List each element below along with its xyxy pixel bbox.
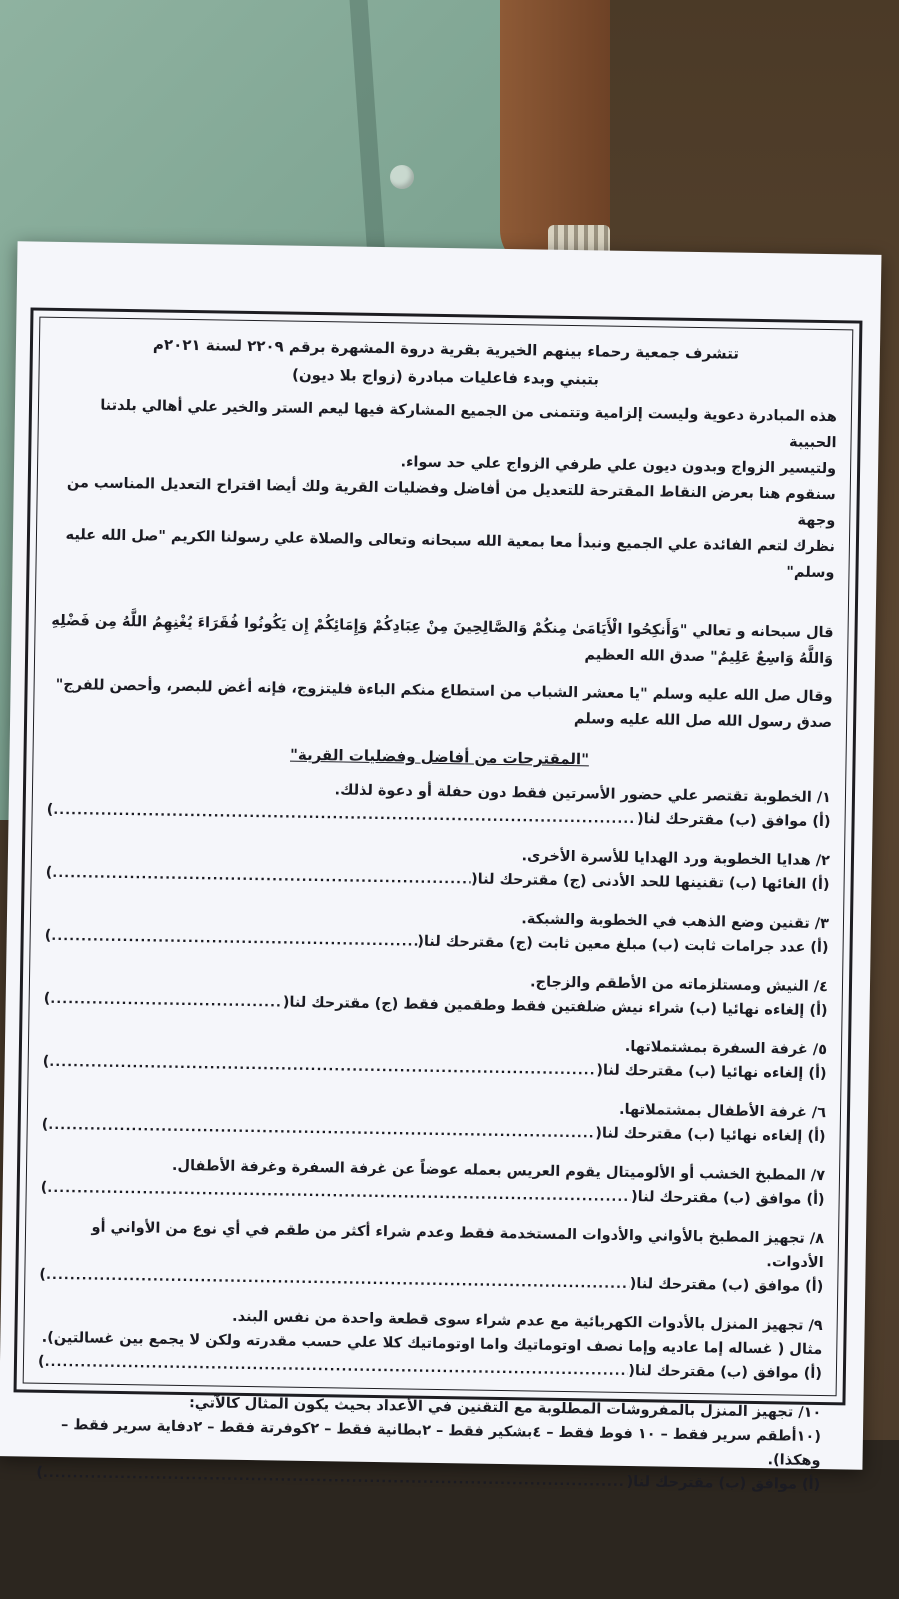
proposal-question: ٣/ تقنين وضع الذهب في الخطوبة والشبكة. xyxy=(521,911,830,933)
proposal-item xyxy=(41,1152,826,1213)
close-paren: ) xyxy=(42,1053,50,1070)
intro-line: هذه المبادرة دعوية وليست إلزامية وتتمنى من الجميع المشاركة فيها ليعم الستر والخير علي أهالي بلدتنا الحبيبة xyxy=(100,397,838,452)
fill-in-blank[interactable] xyxy=(51,925,417,955)
proposal-question: ٩/ تجهيز المنزل بالأدوات الكهربائية مع عدم شراء سوى قطعة واحدة من نفس البند. xyxy=(231,1308,823,1335)
options-text: (أ) موافق (ب) مقترحك لنا( xyxy=(628,1363,823,1383)
close-paren: ) xyxy=(37,1353,45,1370)
options-text: (أ) موافق (ب) مقترحك لنا( xyxy=(630,1189,825,1209)
fill-in-blank[interactable] xyxy=(52,862,471,893)
section-heading: "المقترحات من أفاضل وفضليات القرية" xyxy=(289,745,590,769)
options-text: (أ) إلغاءه نهائيا (ب) مقترحك لنا( xyxy=(596,1062,827,1083)
proposal-item xyxy=(46,774,831,835)
options-text: (أ) إلغاءه نهائيا (ب) شراء نيش ضلفتين فقط وطقمين فقط (ج) مقترحك لنا( xyxy=(282,994,828,1020)
options-text: (أ) موافق (ب) مقترحك لنا( xyxy=(626,1474,821,1494)
hadith-line: وقال صل الله عليه وسلم "يا معشر الشباب من استطاع منكم الباءة فليتزوج، فإنه أغض للبصر، وأحصن للفرج" xyxy=(55,676,833,706)
proposal-question: ١٠/ تجهيز المنزل بالمفروشات المطلوبة مع التقنين في الأعداد بحيث يكون المثال كالآتي: xyxy=(188,1395,822,1422)
intro-line: ولتيسير الزواج وبدون ديون علي طرفي الزواج علي حد سواء. xyxy=(400,454,837,478)
quran-verse-line: وَاللَّهُ وَاسِعٌ عَلِيمٌ" صدق الله العظيم xyxy=(584,647,834,668)
proposal-item xyxy=(43,1026,828,1087)
example-text: مثال ( غساله إما عاديه وإما نصف اوتوماتيك واما اوتوماتيك كلا علي حسب مقدرته ولكن لا يجمع بين غسالتين). xyxy=(41,1329,823,1359)
hadith-line: صدق رسول الله صل الله عليه وسلم xyxy=(573,711,833,732)
proposal-item xyxy=(39,1215,824,1300)
proposal-item xyxy=(42,1089,827,1150)
document-content xyxy=(36,328,838,1494)
document-inner-frame xyxy=(23,317,854,1494)
options-text: (أ) عدد جرامات ثابت (ب) مبلغ معين ثابت (ج) مقترحك لنا( xyxy=(417,933,829,957)
proposal-question: ١/ الخطوبة تقتصر علي حضور الأسرتين فقط دون حفلة أو دعوة لذلك. xyxy=(334,782,832,807)
options-text: (أ) موافق (ب) مقترحك لنا( xyxy=(636,811,831,831)
fill-in-blank[interactable] xyxy=(50,988,283,1016)
close-paren: ) xyxy=(39,1266,47,1283)
close-paren: ) xyxy=(36,1464,44,1481)
proposal-question: ٥/ غرفة السفرة بمشتملاتها. xyxy=(624,1038,828,1059)
proposal-item xyxy=(45,837,830,898)
close-paren: ) xyxy=(40,1179,48,1196)
proposal-question: ٤/ النيش ومستلزماته من الأطقم والزجاج. xyxy=(529,974,829,996)
close-paren: ) xyxy=(46,801,54,818)
options-text: (أ) موافق (ب) مقترحك لنا( xyxy=(629,1276,824,1296)
proposal-question: ٢/ هدايا الخطوبة ورد الهدايا للأسرة الأخرى. xyxy=(521,848,831,870)
options-text: (أ) الغائها (ب) تقنينها للحد الأدنى (ج) مقترحك لنا( xyxy=(470,871,830,894)
close-paren: ) xyxy=(44,927,52,944)
proposal-item xyxy=(38,1302,823,1387)
close-paren: ) xyxy=(41,1116,49,1133)
document-frame xyxy=(14,308,863,1494)
quran-verse-line: قال سبحانه و تعالي "وَأَنكِحُوا الْأَيَامَىٰ مِنكُمْ وَالصَّالِحِينَ مِنْ عِبَادِكُمْ وَإِمَائِكُمْ إِن يَكُونُوا فُقَرَاءَ يُغْنِهِمُ اللَّهُ مِن فَضْلِهِ xyxy=(51,612,834,642)
proposal-question: ٧/ المطبخ الخشب أو الألوميتال يقوم العريس بعمله عوضاً عن غرفة السفرة وغرفة الأطفال. xyxy=(171,1157,826,1185)
proposal-item xyxy=(36,1389,821,1498)
close-paren: ) xyxy=(45,864,53,881)
proposal-item xyxy=(44,900,829,961)
example-text: (١٠أطقم سرير فقط – ١٠ فوط فقط – ٤بشكير فقط – ٢بطانية فقط – ٢كوفرتة فقط – ٢دفاية سرير فقط – وهكذا). xyxy=(60,1417,822,1470)
proposal-question: ٦/ غرفة الأطفال بمشتملاتها. xyxy=(618,1101,827,1122)
proposal-item xyxy=(43,963,828,1024)
close-paren: ) xyxy=(43,990,51,1007)
options-text: (أ) إلغاءه نهائيا (ب) مقترحك لنا( xyxy=(595,1125,826,1146)
proposal-question: ٨/ تجهيز المطبخ بالأواني والأدوات المستخدمة فقط وعدم شراء أكثر من طقم في أي نوع من الأواني أو الأدوات. xyxy=(91,1219,825,1272)
shirt-button xyxy=(390,165,414,189)
intro-line: نظرك لتعم الفائدة علي الجميع ونبدأ معا بمعية الله سبحانه وتعالى والصلاة علي رسولنا الكريم "صل الله عليه وسلم" xyxy=(65,527,836,582)
paper-sheet xyxy=(0,241,881,1494)
intro-line: سنقوم هنا بعرض النقاط المقترحة للتعديل من أفاضل وفضليات القرية ولك أيضا اقتراح التعديل المناسب من وجهة xyxy=(66,475,836,530)
document-subtitle: بتبني وبدء فاعليات مبادرة (زواج بلا ديون) xyxy=(291,365,600,389)
document-title: تتشرف جمعية رحماء بينهم الخيرية بقرية دروة المشهرة برقم ٢٢٠٩ لسنة ٢٠٢١م xyxy=(152,335,740,363)
